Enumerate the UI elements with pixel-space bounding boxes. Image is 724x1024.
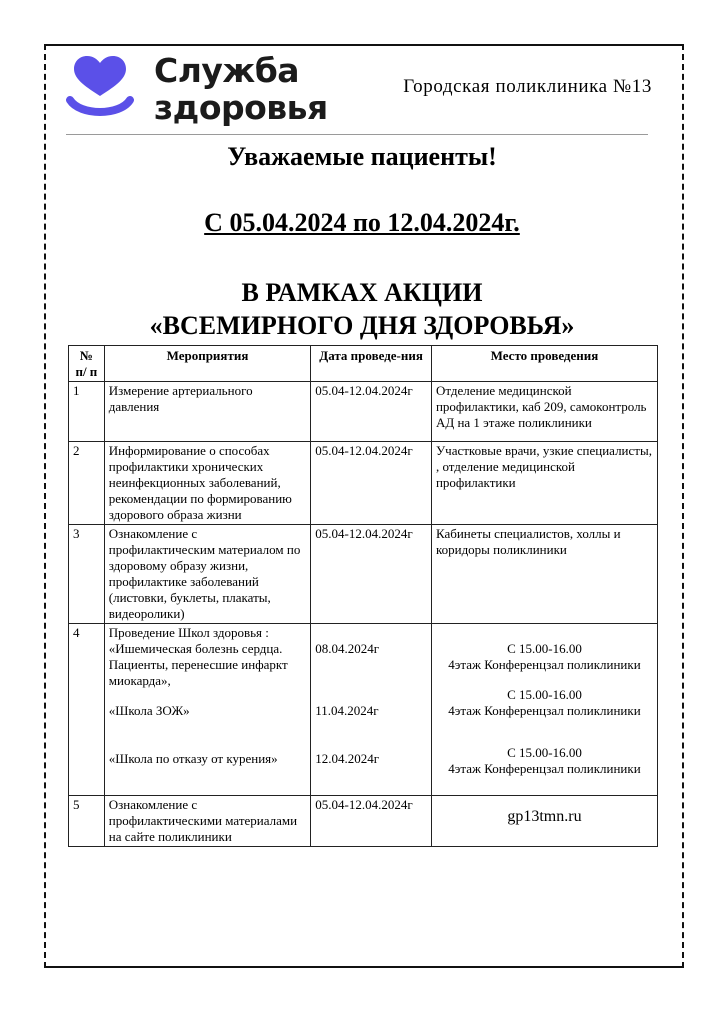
table-row	[69, 624, 658, 796]
row-event: Ознакомление с профилактическими материалами на сайте поликлиники	[104, 796, 310, 847]
greeting-title: Уважаемые пациенты!	[227, 142, 497, 171]
school-healthy-lifestyle-place: 4этаж Конференцзал поликлиники	[448, 703, 641, 718]
school-quit-smoking: «Школа по отказу от курения»	[108, 751, 278, 766]
campaign-title-line-1: В РАМКАХ АКЦИИ	[241, 278, 483, 307]
col-header-event: Мероприятия	[104, 346, 310, 382]
school-healthy-lifestyle: «Школа ЗОЖ»	[108, 703, 190, 718]
row-number: 1	[69, 382, 105, 442]
school-heart-time: С 15.00-16.00	[507, 641, 582, 656]
row-place	[431, 796, 657, 847]
row-place	[431, 624, 657, 796]
school-heart-date: 08.04.2024г	[315, 641, 380, 656]
school-healthy-lifestyle-date: 11.04.2024г	[315, 703, 379, 718]
school-intro: Проведение Школ здоровья :	[108, 625, 269, 640]
table-row	[69, 382, 658, 442]
header-divider	[66, 134, 648, 135]
table-row	[69, 442, 658, 525]
row-number: 2	[69, 442, 105, 525]
logo-line-2: здоровья	[154, 88, 328, 127]
row-date: 05.04-12.04.2024г	[311, 442, 432, 525]
table-header-row	[69, 346, 658, 382]
row-date: 05.04-12.04.2024г	[311, 796, 432, 847]
period-title: С 05.04.2024 по 12.04.2024г.	[204, 208, 520, 237]
school-quit-smoking-time: С 15.00-16.00	[507, 745, 582, 760]
row-place: Отделение медицинской профилактики, каб 209, самоконтроль АД на 1 этаже поликлиники	[431, 382, 657, 442]
logo-line-1: Служба	[154, 51, 300, 90]
clinic-name: Городская поликлиника №13	[403, 76, 652, 97]
campaign-title	[44, 276, 680, 342]
col-header-place: Место проведения	[431, 346, 657, 382]
campaign-title-line-2: «ВСЕМИРНОГО ДНЯ ЗДОРОВЬЯ»	[149, 311, 575, 340]
col-header-date: Дата проведе-ния	[311, 346, 432, 382]
row-date	[311, 624, 432, 796]
row-number: 4	[69, 624, 105, 796]
row-date: 05.04-12.04.2024г	[311, 382, 432, 442]
service-logo-icon	[66, 56, 134, 122]
page-header	[66, 52, 658, 132]
table-row	[69, 525, 658, 624]
clinic-website: gp13tmn.ru	[507, 808, 582, 825]
school-healthy-lifestyle-time: С 15.00-16.00	[507, 687, 582, 702]
row-date: 05.04-12.04.2024г	[311, 525, 432, 624]
table-row	[69, 796, 658, 847]
events-table	[68, 345, 658, 847]
logo-wordmark	[154, 52, 328, 126]
row-place: Кабинеты специалистов, холлы и коридоры поликлиники	[431, 525, 657, 624]
row-number: 3	[69, 525, 105, 624]
school-quit-smoking-date: 12.04.2024г	[315, 751, 380, 766]
school-heart: «Ишемическая болезнь сердца. Пациенты, перенесшие инфаркт миокарда»,	[108, 641, 288, 688]
row-event: Информирование о способах профилактики хронических неинфекционных заболеваний, рекомендации по формированию здорового образа жизни	[104, 442, 310, 525]
row-event	[104, 624, 310, 796]
school-heart-place: 4этаж Конференцзал поликлиники	[448, 657, 641, 672]
row-event: Измерение артериального давления	[104, 382, 310, 442]
row-place: Участковые врачи, узкие специалисты, , отделение медицинской профилактики	[431, 442, 657, 525]
row-event: Ознакомление с профилактическим материалом по здоровому образу жизни, профилактике заболеваний (листовки, буклеты, плакаты, видеоролики)	[104, 525, 310, 624]
row-number: 5	[69, 796, 105, 847]
col-header-number: № п/ п	[69, 346, 105, 382]
school-quit-smoking-place: 4этаж Конференцзал поликлиники	[448, 761, 641, 776]
